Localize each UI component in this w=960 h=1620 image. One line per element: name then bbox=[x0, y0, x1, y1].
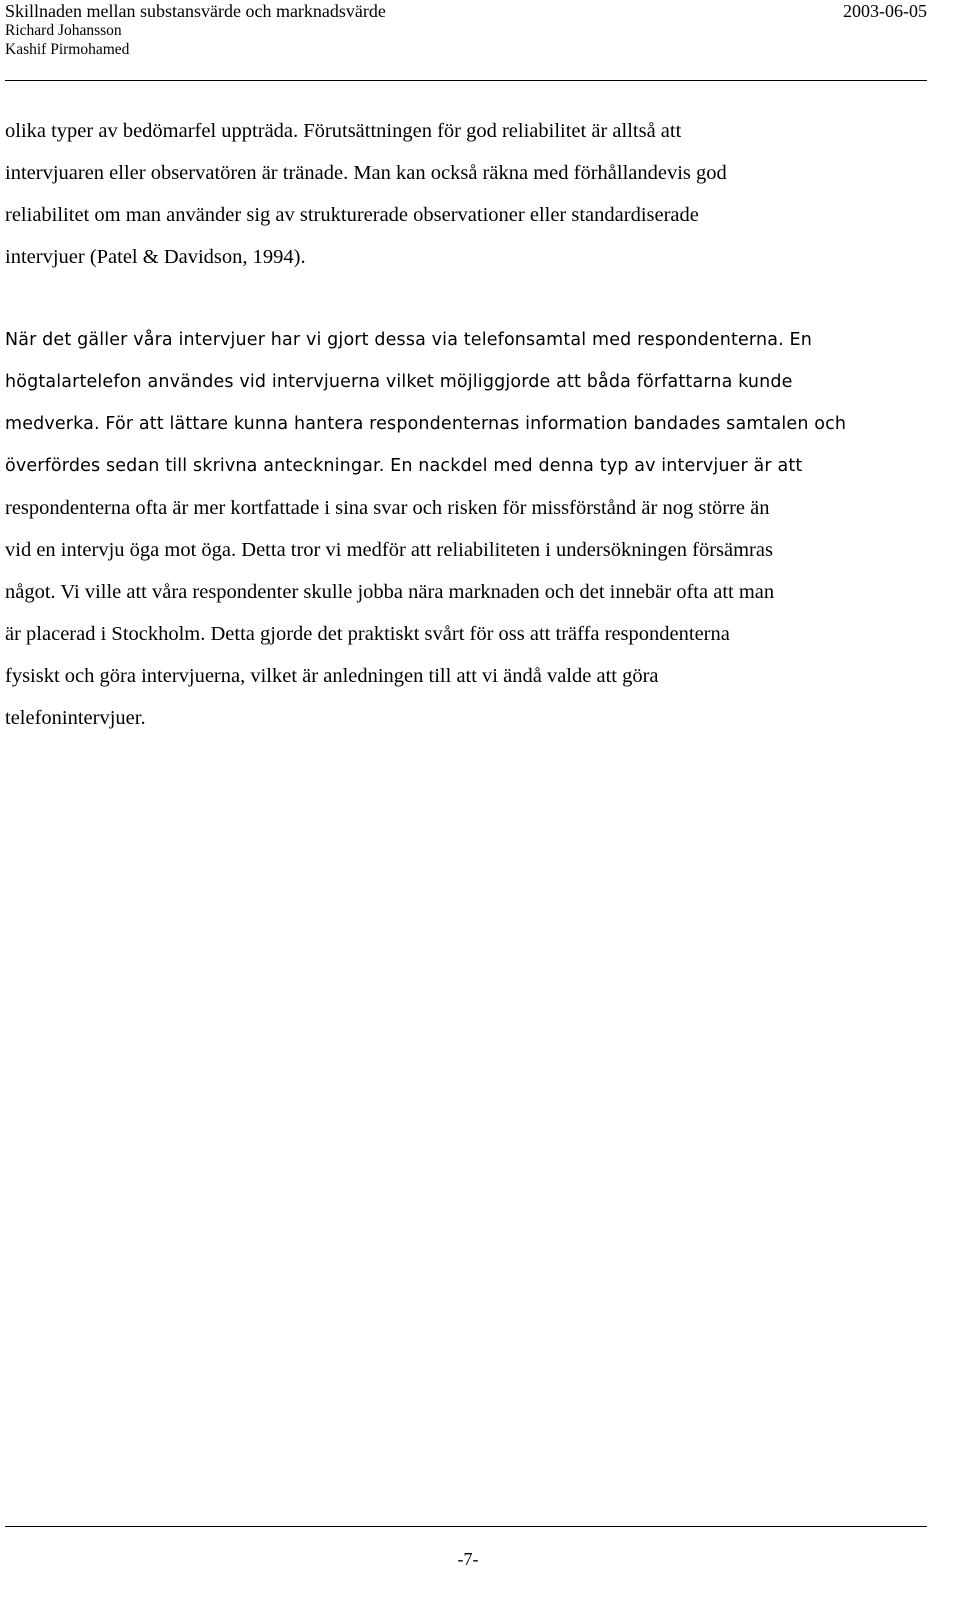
footer-divider bbox=[5, 1526, 927, 1527]
text-line: intervjuaren eller observatören är tränade. Man kan också räkna med förhållandevis god bbox=[5, 162, 727, 184]
text-line: olika typer av bedömarfel uppträda. Förutsättningen för god reliabilitet är alltså att bbox=[5, 120, 682, 142]
text-line: reliabilitet om man använder sig av strukturerade observationer eller standardiserade bbox=[5, 204, 699, 226]
author-name: Richard Johansson bbox=[5, 22, 122, 39]
text-line: När det gäller våra intervjuer har vi gjort dessa via telefonsamtal med respondenterna. En bbox=[5, 330, 812, 350]
document-title: Skillnaden mellan substansvärde och marknadsvärde bbox=[5, 1, 386, 21]
header-divider bbox=[5, 80, 927, 81]
text-line: överfördes sedan till skrivna anteckningar. En nackdel med denna typ av intervjuer är att bbox=[5, 456, 803, 476]
text-line: högtalartelefon användes vid intervjuerna vilket möjliggjorde att båda författarna kunde bbox=[5, 372, 793, 392]
text-line: något. Vi ville att våra respondenter skulle jobba nära marknaden och det innebär ofta att man bbox=[5, 581, 775, 603]
text-line: telefonintervjuer. bbox=[5, 707, 146, 729]
text-line: intervjuer (Patel & Davidson, 1994). bbox=[5, 246, 306, 268]
page-header bbox=[5, 0, 927, 82]
text-line: respondenterna ofta är mer kortfattade i sina svar och risken för missförstånd är nog större än bbox=[5, 497, 770, 519]
text-line: fysiskt och göra intervjuerna, vilket är anledningen till att vi ändå valde att göra bbox=[5, 665, 659, 687]
document-date: 2003-06-05 bbox=[843, 1, 927, 21]
text-line: är placerad i Stockholm. Detta gjorde det praktiskt svårt för oss att träffa respondenterna bbox=[5, 623, 730, 645]
page-number: -7- bbox=[457, 1549, 479, 1569]
text-line: medverka. För att lättare kunna hantera respondenternas information bandades samtalen och bbox=[5, 414, 847, 434]
text-line: vid en intervju öga mot öga. Detta tror vi medför att reliabiliteten i undersökningen försämras bbox=[5, 539, 773, 561]
body-paragraph-interviews bbox=[5, 319, 927, 739]
author-name: Kashif Pirmohamed bbox=[5, 41, 130, 58]
body-paragraph-reliability bbox=[5, 110, 927, 278]
